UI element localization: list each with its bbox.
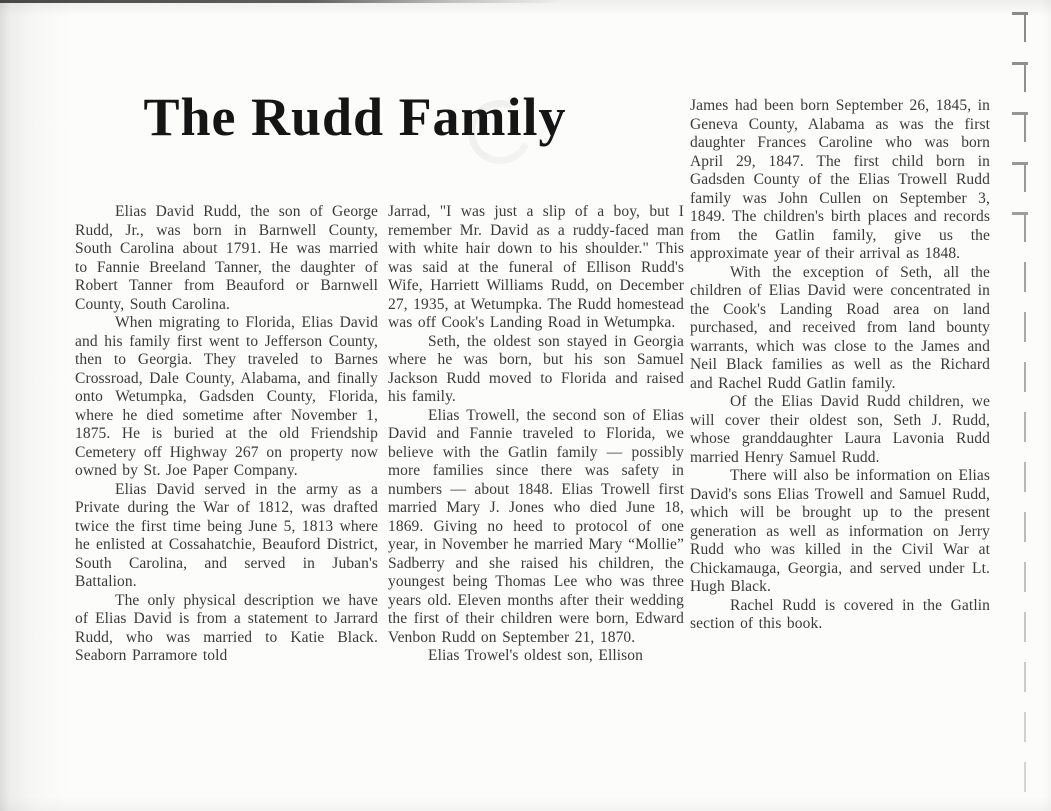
paragraph: The only physical description we have of Elias David is from a statement to Jarrard Rudd, who was married to Katie Black. Seaborn Parramore told — [75, 591, 378, 664]
binding-mark-icon — [1024, 362, 1026, 392]
text-column-right — [690, 97, 990, 634]
text-column-middle — [388, 203, 684, 666]
binding-mark-icon — [1024, 462, 1026, 492]
binding-mark-icon — [1024, 112, 1026, 142]
scan-top-edge-artifact — [0, 0, 560, 3]
binding-mark-icon — [1024, 62, 1026, 92]
binding-mark-icon — [1024, 662, 1026, 692]
paragraph: Seth, the oldest son stayed in Georgia where he was born, but his son Samuel Jackson Rudd moved to Florida and raised his family. — [388, 332, 684, 405]
binding-mark-icon — [1024, 512, 1026, 542]
binding-mark-icon — [1024, 212, 1026, 242]
binding-mark-icon — [1024, 612, 1026, 642]
paragraph: Elias Trowel's oldest son, Ellison — [428, 647, 644, 664]
paragraph: With the exception of Seth, all the children of Elias David were concentrated in the Cook's Landing Road area on land purchased, and received from land bounty warrants, which was close to the James and Neil Black families as well as the Richard and Rachel Rudd Gatlin family. — [690, 263, 990, 392]
binding-mark-icon — [1024, 12, 1026, 42]
paragraph: Elias Trowell, the second son of Elias David and Fannie traveled to Florida, we believe with the Gatlin family — possibly more families since there was safety in numbers — about 1848. Elias Trowell first married Mary J. Jones who died June 18, 1869. Giving no heed to protocol of one year, in November he married Mary “Mollie” Sadberry and she raised his children, the youngest being Thomas Lee who was three years old. Eleven months after their wedding the first of their children were born, Edward Venbon Rudd on September 21, 1870. — [388, 406, 684, 646]
binding-mark-icon — [1024, 312, 1026, 342]
binding-mark-icon — [1024, 262, 1026, 292]
binding-mark-icon — [1024, 162, 1026, 192]
page-title: The Rudd Family — [143, 87, 567, 147]
text-column-left — [75, 203, 378, 666]
paragraph: Of the Elias David Rudd children, we will cover their oldest son, Seth J. Rudd, whose granddaughter Laura Lavonia Rudd married Henry Samuel Rudd. — [690, 393, 990, 466]
binding-mark-icon — [1024, 562, 1026, 592]
binding-mark-icon — [1024, 762, 1026, 792]
paragraph: Elias David served in the army as a Private during the War of 1812, was drafted twice the first time being June 5, 1813 where he enlisted at Cossahatchie, Beauford District, South Carolina, and served in Juban's Battalion. — [75, 480, 378, 590]
paragraph: Rachel Rudd is covered in the Gatlin section of this book. — [690, 596, 990, 632]
binding-mark-icon — [1024, 712, 1026, 742]
paragraph: James had been born September 26, 1845, in Geneva County, Alabama as was the first daughter Frances Caroline who was born April 29, 1847. The first child born in Gadsden County of the Elias Trowell Rudd family was John Cullen on September 3, 1849. The children's birth places and records from the Gatlin family, give us the approximate year of their arrival as 1848. — [690, 97, 990, 262]
binding-mark-icon — [1024, 412, 1026, 442]
paragraph: Jarrad, "I was just a slip of a boy, but I remember Mr. David as a ruddy-faced man with white hair down to his shoulder." This was said at the funeral of Ellison Rudd's Wife, Harriett Williams Rudd, on December 27, 1935, at Wetumpka. The Rudd homestead was off Cook's Landing Road in Wetumpka. — [388, 203, 684, 331]
paragraph: Elias David Rudd, the son of George Rudd, Jr., was born in Barnwell County, South Carolina about 1791. He was married to Fannie Breeland Tanner, the daughter of Robert Tanner from Beauford or Barnwell County, South Carolina. — [75, 203, 378, 313]
paragraph: There will also be information on Elias David's sons Elias Trowell and Samuel Rudd, which will be brought up to the present generation as well as information on Jerry Rudd who was killed in the Civil War at Chickamauga, Georgia, and served under Lt. Hugh Black. — [690, 467, 990, 595]
paragraph: When migrating to Florida, Elias David and his family first went to Jefferson County, then to Georgia. They traveled to Barnes Crossroad, Dale County, Alabama, and finally onto Wetumpka, Gadsden County, Florida, where he died sometime after November 1, 1875. He is buried at the old Friendship Cemetery off Highway 267 on property now owned by St. Joe Paper Company. — [75, 314, 378, 479]
